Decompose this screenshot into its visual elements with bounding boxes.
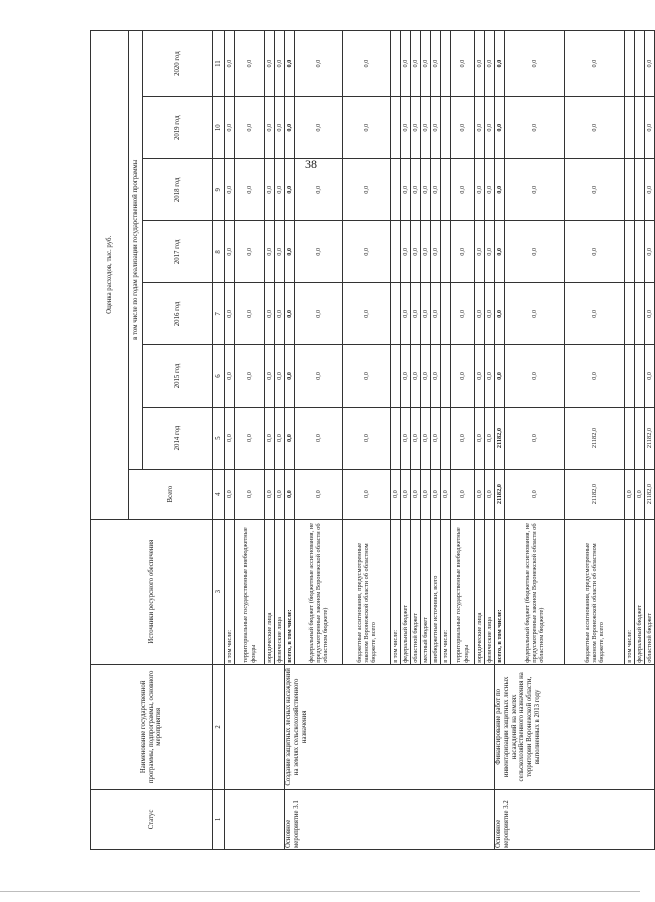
value-cell: 0,0: [475, 407, 485, 469]
row-event-name: [225, 664, 285, 789]
value-cell: 0,0: [485, 159, 495, 221]
funding-source: в том числе:: [391, 519, 401, 664]
value-cell: 0,0: [285, 345, 295, 407]
value-cell: [391, 407, 401, 469]
value-cell: 0,0: [421, 469, 431, 519]
value-cell: [635, 345, 645, 407]
value-cell: 0,0: [225, 159, 235, 221]
funding-source: областной бюджет: [411, 519, 421, 664]
page-bottom-rule: [0, 891, 640, 892]
value-cell: 0,0: [235, 283, 265, 345]
value-cell: 0,0: [431, 159, 441, 221]
value-cell: 0,0: [421, 159, 431, 221]
value-cell: 0,0: [645, 345, 655, 407]
value-cell: [391, 97, 401, 159]
value-cell: 0,0: [485, 469, 495, 519]
funding-source: юридические лица: [265, 519, 275, 664]
value-cell: 0,0: [265, 97, 275, 159]
funding-source: местный бюджет: [421, 519, 431, 664]
value-cell: 0,0: [421, 97, 431, 159]
value-cell: 21182,0: [495, 407, 505, 469]
value-cell: 0,0: [505, 469, 565, 519]
column-number: 5: [213, 407, 225, 469]
value-cell: 0,0: [343, 469, 391, 519]
value-cell: 0,0: [275, 345, 285, 407]
value-cell: 0,0: [421, 407, 431, 469]
value-cell: 0,0: [645, 221, 655, 283]
value-cell: [441, 159, 451, 221]
value-cell: [441, 407, 451, 469]
value-cell: 0,0: [451, 97, 475, 159]
value-cell: 0,0: [343, 97, 391, 159]
funding-source: федеральный бюджет (бюджетные ассигнования, не предусмотренные законом Воронежской области об областном бюджете): [295, 519, 343, 664]
header-status: Статус: [91, 789, 213, 849]
value-cell: 0,0: [451, 159, 475, 221]
value-cell: 0,0: [295, 97, 343, 159]
value-cell: [625, 221, 635, 283]
value-cell: 0,0: [431, 31, 441, 97]
value-cell: 0,0: [431, 407, 441, 469]
value-cell: 0,0: [451, 31, 475, 97]
value-cell: [391, 345, 401, 407]
value-cell: 0,0: [275, 31, 285, 97]
value-cell: 0,0: [645, 283, 655, 345]
value-cell: 0,0: [441, 469, 451, 519]
value-cell: [635, 97, 645, 159]
header-name: Наименование государственной программы, подпрограммы, основного мероприятия: [91, 664, 213, 789]
value-cell: 0,0: [285, 469, 295, 519]
table-row: [285, 31, 295, 850]
value-cell: [635, 407, 645, 469]
column-number: 6: [213, 345, 225, 407]
value-cell: 0,0: [235, 345, 265, 407]
value-cell: [391, 159, 401, 221]
value-cell: 0,0: [295, 469, 343, 519]
value-cell: 0,0: [411, 159, 421, 221]
value-cell: 0,0: [401, 407, 411, 469]
header-year: 2018 год: [143, 159, 213, 221]
page-number: 38: [305, 157, 317, 171]
value-cell: 0,0: [451, 221, 475, 283]
value-cell: 0,0: [451, 283, 475, 345]
value-cell: 0,0: [565, 97, 625, 159]
value-cell: 0,0: [495, 221, 505, 283]
value-cell: 0,0: [401, 97, 411, 159]
row-event-name: Финансирование работ по инвентаризации защитных лесных насаждений на землях сельскохозяйственного назначения на территории Воронежской области, выполненных в 2013 году: [495, 664, 655, 789]
value-cell: 0,0: [225, 221, 235, 283]
funding-source: физические лица: [275, 519, 285, 664]
value-cell: [625, 97, 635, 159]
value-cell: 0,0: [411, 283, 421, 345]
header-year: 2015 год: [143, 345, 213, 407]
value-cell: 0,0: [505, 97, 565, 159]
column-number: 7: [213, 283, 225, 345]
value-cell: 0,0: [265, 159, 275, 221]
rotated-table-wrapper: [90, 30, 653, 850]
value-cell: 0,0: [475, 469, 485, 519]
value-cell: 0,0: [495, 31, 505, 97]
value-cell: 0,0: [275, 469, 285, 519]
value-cell: 21182,0: [565, 407, 625, 469]
value-cell: 0,0: [645, 159, 655, 221]
column-number: 1: [213, 789, 225, 849]
value-cell: 0,0: [505, 221, 565, 283]
row-status: Основное мероприятие 3.2: [495, 789, 655, 849]
value-cell: 0,0: [391, 469, 401, 519]
value-cell: 0,0: [421, 283, 431, 345]
value-cell: [441, 345, 451, 407]
value-cell: 0,0: [295, 345, 343, 407]
row-status: Основное мероприятие 3.1: [285, 789, 495, 849]
value-cell: 0,0: [343, 345, 391, 407]
header-year: 2016 год: [143, 283, 213, 345]
value-cell: 0,0: [565, 221, 625, 283]
value-cell: 0,0: [295, 283, 343, 345]
value-cell: [441, 31, 451, 97]
value-cell: 0,0: [235, 31, 265, 97]
value-cell: 0,0: [235, 469, 265, 519]
funding-source: территориальные государственные внебюджетные фонды: [235, 519, 265, 664]
value-cell: 0,0: [285, 407, 295, 469]
value-cell: [625, 407, 635, 469]
value-cell: 0,0: [411, 97, 421, 159]
expenditure-table: [90, 30, 655, 850]
value-cell: [625, 283, 635, 345]
value-cell: 0,0: [343, 221, 391, 283]
value-cell: 0,0: [235, 407, 265, 469]
funding-source: федеральный бюджет: [401, 519, 411, 664]
value-cell: [635, 159, 645, 221]
value-cell: 0,0: [431, 221, 441, 283]
value-cell: 0,0: [285, 31, 295, 97]
funding-source: в том числе:: [625, 519, 635, 664]
header-year: 2019 год: [143, 97, 213, 159]
value-cell: 0,0: [451, 345, 475, 407]
header-total: Всего: [129, 469, 213, 519]
value-cell: 0,0: [285, 97, 295, 159]
value-cell: 0,0: [505, 345, 565, 407]
value-cell: 0,0: [401, 31, 411, 97]
value-cell: [625, 345, 635, 407]
value-cell: 0,0: [505, 407, 565, 469]
header-year: 2014 год: [143, 407, 213, 469]
value-cell: 0,0: [635, 469, 645, 519]
value-cell: [391, 31, 401, 97]
value-cell: 0,0: [565, 283, 625, 345]
value-cell: 0,0: [475, 31, 485, 97]
value-cell: 0,0: [411, 345, 421, 407]
value-cell: 0,0: [495, 283, 505, 345]
value-cell: 0,0: [265, 469, 275, 519]
value-cell: 0,0: [475, 283, 485, 345]
column-number: 4: [213, 469, 225, 519]
value-cell: [441, 221, 451, 283]
value-cell: 0,0: [485, 345, 495, 407]
value-cell: 0,0: [275, 283, 285, 345]
value-cell: 0,0: [485, 97, 495, 159]
value-cell: 0,0: [505, 159, 565, 221]
value-cell: 0,0: [295, 407, 343, 469]
value-cell: 0,0: [485, 283, 495, 345]
funding-source: бюджетные ассигнования, предусмотренные законом Воронежской области об областном бюджете, всего: [343, 519, 391, 664]
value-cell: 0,0: [295, 159, 343, 221]
value-cell: 0,0: [421, 31, 431, 97]
value-cell: 0,0: [565, 31, 625, 97]
value-cell: 0,0: [275, 159, 285, 221]
value-cell: 0,0: [225, 283, 235, 345]
row-status: [225, 789, 285, 849]
funding-source: всего, в том числе:: [285, 519, 295, 664]
funding-source: юридические лица: [475, 519, 485, 664]
value-cell: 0,0: [275, 97, 285, 159]
value-cell: 0,0: [285, 221, 295, 283]
value-cell: [635, 31, 645, 97]
value-cell: [441, 97, 451, 159]
value-cell: 0,0: [475, 221, 485, 283]
value-cell: 0,0: [265, 407, 275, 469]
value-cell: 0,0: [451, 407, 475, 469]
value-cell: 0,0: [235, 221, 265, 283]
value-cell: 0,0: [505, 31, 565, 97]
value-cell: 21182,0: [565, 469, 625, 519]
value-cell: 0,0: [475, 345, 485, 407]
value-cell: 0,0: [343, 159, 391, 221]
value-cell: 0,0: [495, 159, 505, 221]
value-cell: 0,0: [485, 407, 495, 469]
table-row: [225, 31, 235, 850]
value-cell: 0,0: [625, 469, 635, 519]
value-cell: [391, 221, 401, 283]
header-by-years: в том числе по годам реализации государственной программы: [129, 31, 143, 470]
value-cell: 0,0: [295, 221, 343, 283]
column-number: 2: [213, 664, 225, 789]
value-cell: 0,0: [565, 159, 625, 221]
value-cell: 21182,0: [495, 469, 505, 519]
column-number: 8: [213, 221, 225, 283]
row-event-name: Создание защитных лесных насаждений на землях сельскохозяйственного назначения: [285, 664, 495, 789]
header-source: Источники ресурсного обеспечения: [91, 519, 213, 664]
value-cell: 0,0: [401, 469, 411, 519]
value-cell: 0,0: [485, 31, 495, 97]
value-cell: 21182,0: [645, 469, 655, 519]
value-cell: 0,0: [225, 97, 235, 159]
column-number: 9: [213, 159, 225, 221]
value-cell: 0,0: [295, 31, 343, 97]
value-cell: 0,0: [421, 345, 431, 407]
value-cell: 0,0: [411, 469, 421, 519]
column-number: 3: [213, 519, 225, 664]
value-cell: 0,0: [431, 345, 441, 407]
value-cell: 0,0: [275, 221, 285, 283]
value-cell: 0,0: [495, 345, 505, 407]
table-row: [495, 31, 505, 850]
value-cell: [441, 283, 451, 345]
value-cell: 0,0: [401, 345, 411, 407]
value-cell: [635, 221, 645, 283]
value-cell: 0,0: [235, 97, 265, 159]
value-cell: 0,0: [235, 159, 265, 221]
value-cell: 0,0: [285, 283, 295, 345]
value-cell: 0,0: [431, 469, 441, 519]
header-year: 2020 год: [143, 31, 213, 97]
value-cell: 0,0: [451, 469, 475, 519]
funding-source: территориальные государственные внебюджетные фонды: [451, 519, 475, 664]
value-cell: 0,0: [275, 407, 285, 469]
value-cell: 0,0: [225, 407, 235, 469]
value-cell: [635, 283, 645, 345]
value-cell: 0,0: [645, 31, 655, 97]
funding-source: федеральный бюджет: [635, 519, 645, 664]
value-cell: 0,0: [225, 469, 235, 519]
header-estimate: Оценка расходов, тыс. руб.: [91, 31, 129, 520]
header-year: 2017 год: [143, 221, 213, 283]
value-cell: 0,0: [265, 221, 275, 283]
value-cell: 0,0: [411, 31, 421, 97]
value-cell: 0,0: [285, 159, 295, 221]
funding-source: физические лица: [485, 519, 495, 664]
value-cell: 0,0: [401, 159, 411, 221]
value-cell: 0,0: [225, 345, 235, 407]
value-cell: 0,0: [421, 221, 431, 283]
value-cell: [625, 31, 635, 97]
value-cell: 0,0: [431, 283, 441, 345]
value-cell: 0,0: [225, 31, 235, 97]
column-number: 11: [213, 31, 225, 97]
funding-source: бюджетные ассигнования, предусмотренные законом Воронежской области об областном бюджете, всего: [565, 519, 625, 664]
value-cell: 0,0: [343, 283, 391, 345]
value-cell: 0,0: [565, 345, 625, 407]
value-cell: 0,0: [343, 407, 391, 469]
value-cell: [391, 283, 401, 345]
value-cell: 0,0: [431, 97, 441, 159]
value-cell: 0,0: [485, 221, 495, 283]
value-cell: 0,0: [475, 97, 485, 159]
value-cell: 0,0: [265, 283, 275, 345]
value-cell: 21182,0: [645, 407, 655, 469]
funding-source: внебюджетные источники, всего: [431, 519, 441, 664]
value-cell: 0,0: [411, 407, 421, 469]
funding-source: федеральный бюджет (бюджетные ассигнования, не предусмотренные законом Воронежской области об областном бюджете): [505, 519, 565, 664]
value-cell: 0,0: [475, 159, 485, 221]
value-cell: 0,0: [401, 283, 411, 345]
value-cell: 0,0: [505, 283, 565, 345]
value-cell: 0,0: [265, 345, 275, 407]
value-cell: 0,0: [645, 97, 655, 159]
column-number: 10: [213, 97, 225, 159]
funding-source: в том числе:: [441, 519, 451, 664]
funding-source: всего, в том числе:: [495, 519, 505, 664]
funding-source: в том числе:: [225, 519, 235, 664]
value-cell: 0,0: [411, 221, 421, 283]
value-cell: [625, 159, 635, 221]
value-cell: 0,0: [495, 97, 505, 159]
value-cell: 0,0: [343, 31, 391, 97]
value-cell: 0,0: [401, 221, 411, 283]
value-cell: 0,0: [265, 31, 275, 97]
funding-source: областной бюджет: [645, 519, 655, 664]
